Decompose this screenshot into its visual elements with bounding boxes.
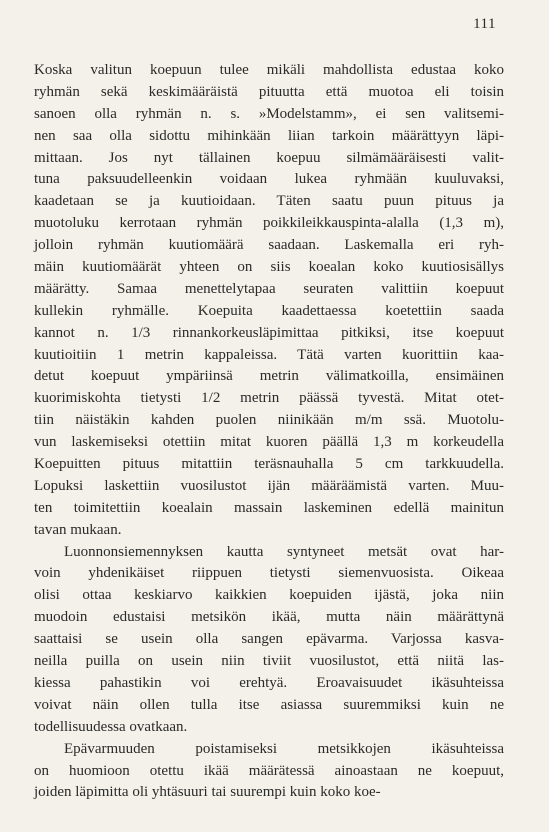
text-line: kaadetaan se ja kuutioidaan. Täten saatu puun pituus ja (34, 193, 504, 210)
text-line: tavan mukaan. (34, 521, 122, 538)
text-line: muotoluku kerrotaan ryhmän poikkileikkauspinta-alalla (1,3 m), (34, 215, 504, 232)
text-line: Koska valitun koepuun tulee mikäli mahdollista edustaa koko (34, 62, 504, 78)
text-line: kannot n. 1/3 rinnankorkeusläpimittaa pitkiksi, itse koepuut (34, 324, 504, 341)
text-line: sanoen olla ryhmän n. s. »Modelstamm», ei sen valitsemi- (34, 105, 504, 122)
text-line: Epävarmuuden poistamiseksi metsikkojen ikäsuhteissa (64, 740, 504, 757)
text-line: muodoin edustaisi metsikön ikää, mutta näin määrättynä (34, 609, 504, 626)
text-line: voin yhdenikäiset riippuen tietysti siemenvuosista. Oikeaa (34, 565, 504, 582)
text-line: jolloin ryhmän kuutiomäärä saadaan. Laskemalla eri ryh- (34, 237, 504, 254)
text-line: saattaisi se usein olla sangen epävarma. Varjossa kasva- (34, 631, 504, 648)
text-line: ryhmän sekä keskimääräistä pituutta että muotoa eli toisin (34, 83, 504, 100)
page-number: 111 (473, 16, 496, 32)
text-line: olisi ottaa keskiarvo kaikkien koepuiden ijästä, joka niin (34, 587, 504, 604)
text-line: joiden läpimitta oli yhtäsuuri tai suurempi kuin koko koe- (34, 784, 381, 801)
text-line: Koepuitten pituus mitattiin teräsnauhalla 5 cm tarkkuudella. (34, 456, 504, 473)
text-line: kuutioitiin 1 metrin kappaleissa. Tätä varten kuorittiin kaa- (34, 346, 504, 363)
text-line: voivat näin ollen tulla itse asiassa suuremmiksi kuin ne (34, 696, 504, 713)
text-line: Lopuksi laskettiin vuosilustot ijän määräämistä varten. Muu- (34, 477, 504, 494)
text-line: nen saa olla sidottu mihinkään liian tarkoin määrättyyn läpi- (34, 127, 504, 144)
text-line: mittaan. Jos nyt tällainen koepuu silmämääräisesti valit- (34, 149, 504, 166)
text-line: on huomioon otettu ikää määrätessä ainoastaan ne koepuut, (34, 762, 504, 779)
text-line: Luonnonsiemennyksen kautta syntyneet metsät ovat har- (64, 543, 504, 560)
text-line: tuna paksuudelleenkin voidaan lukea ryhmään kuuluvaksi, (34, 171, 504, 188)
body-text (34, 60, 504, 804)
text-line: detut koepuut ympäriinsä metrin välimatkoilla, ensimäinen (34, 368, 504, 385)
text-line: todellisuudessa ovatkaan. (34, 718, 188, 735)
text-line: vun laskemiseksi otettiin mitat kuoren päällä 1,3 m korkeudella (34, 434, 504, 451)
text-line: ten toimitettiin koealain massain laskeminen edellä mainitun (34, 499, 504, 516)
text-line: määrätty. Samaa menettelytapaa seuraten valittiin koepuut (34, 280, 504, 297)
text-line: kuorimiskohta tietysti 1/2 metrin päässä tyvestä. Mitat otet- (34, 390, 504, 407)
text-line: neilla puilla on usein niin tiviit vuosilustot, että niitä las- (34, 653, 504, 670)
text-line: tiin näistäkin kahden puolen niinikään m/m ssä. Muotolu- (34, 412, 504, 429)
text-line: kiessa pahastikin voi erehtyä. Eroavaisuudet ikäsuhteissa (34, 674, 504, 691)
text-line: mäin kuutiomäärät yhteen on siis koealan koko kuutiosisällys (34, 259, 504, 276)
text-line: kullekin ryhmälle. Koepuita kaadettaessa koetettiin saada (34, 302, 504, 319)
